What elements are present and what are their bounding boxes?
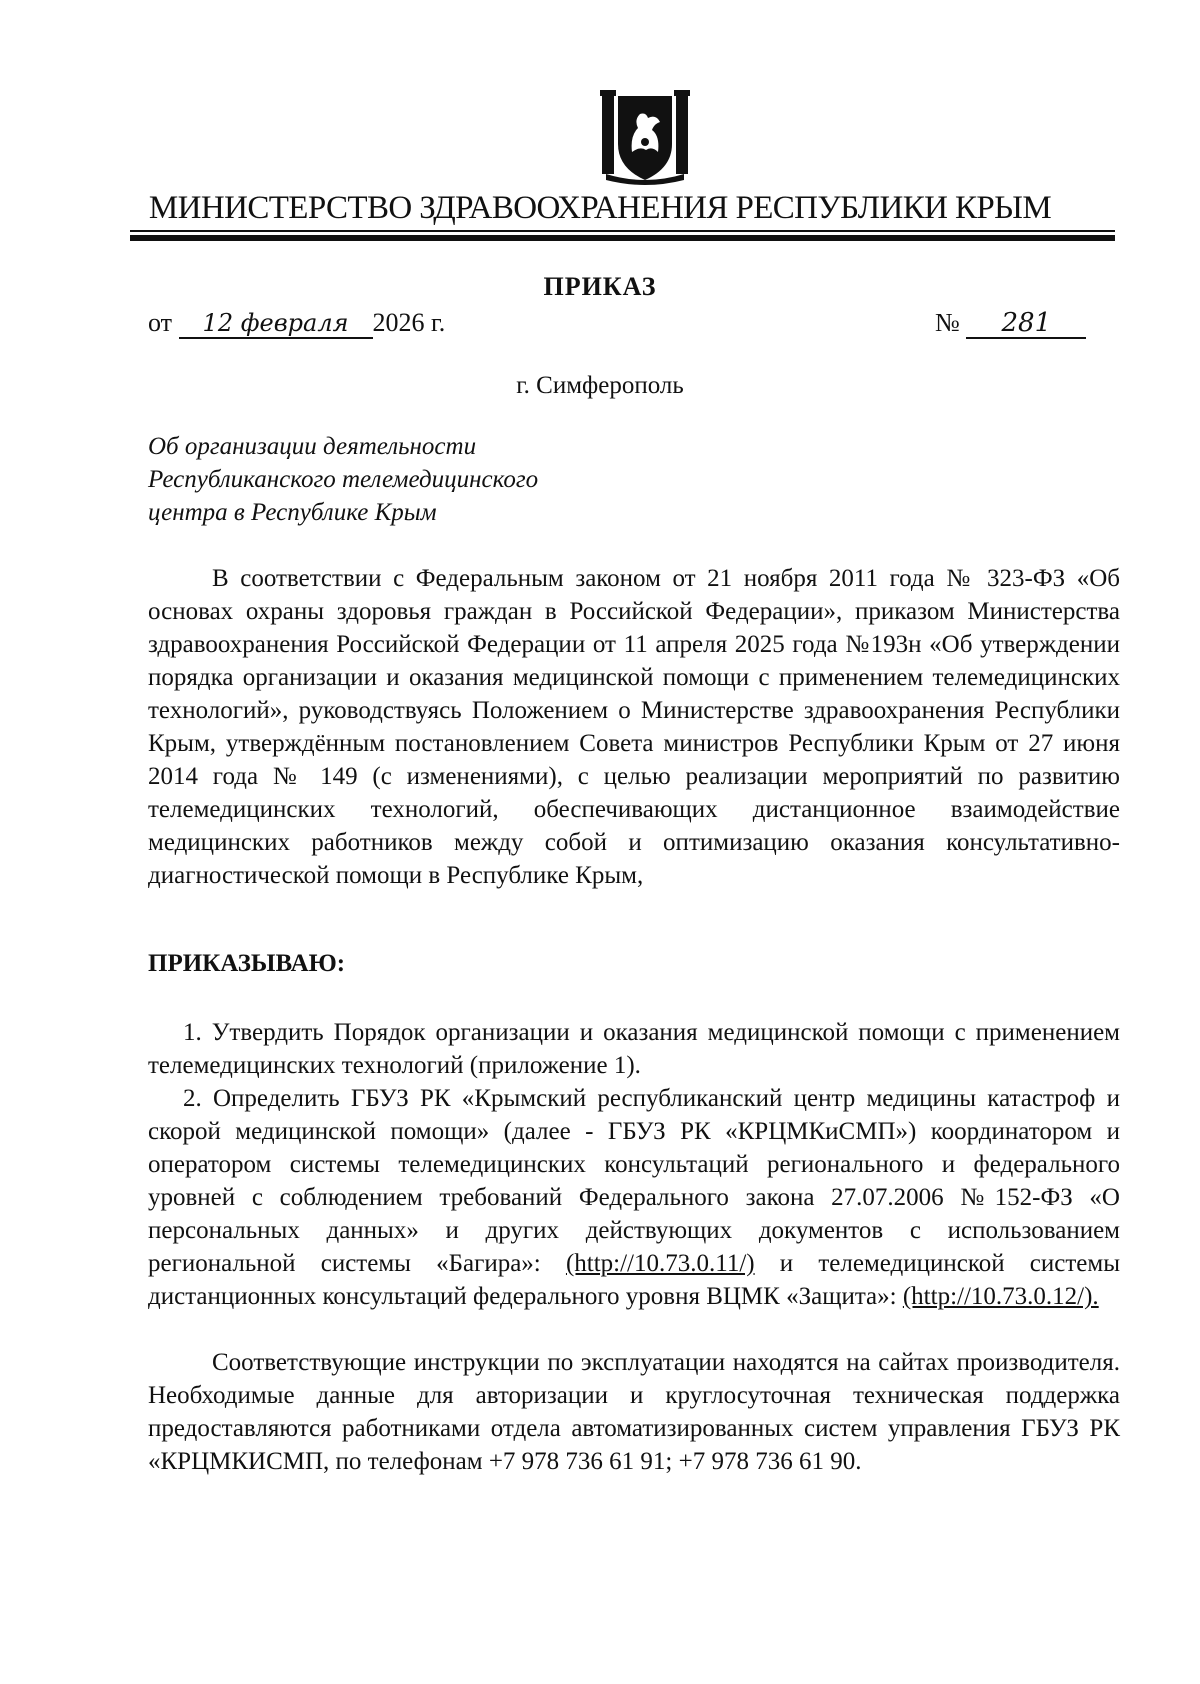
order-directive-heading: ПРИКАЗЫВАЮ: xyxy=(148,950,346,977)
zashchita-system-link[interactable]: (http://10.73.0.12/). xyxy=(902,1283,1099,1310)
order-number xyxy=(935,308,1086,339)
handwritten-number: 281 xyxy=(966,309,1086,339)
date-prefix: от xyxy=(148,308,173,337)
header-rule-thick xyxy=(130,235,1115,241)
item-2-text-continued: и телемедицинской системы дистанционных консультаций федерального уровня ВЦМК «Защита»: xyxy=(148,1250,1121,1310)
subject-line: Об организации деятельности xyxy=(148,433,477,460)
order-title: ПРИКАЗ xyxy=(543,272,657,301)
support-paragraph: Соответствующие инструкции по эксплуатации находятся на сайтах производителя. Необходимые данные для авторизации и круглосуточная техническая поддержка предоставляются работниками отдела автоматизированных систем управления ГБУЗ РК «КРЦМКИСМП, по телефонам +7 978 736 61 91; +7 978 736 61 90. xyxy=(148,1349,1120,1475)
order-date xyxy=(148,308,445,339)
order-subject xyxy=(148,430,538,529)
subject-line: Республиканского телемедицинского xyxy=(148,466,539,493)
order-item-2 xyxy=(148,1082,1120,1313)
subject-line: центра в Республике Крым xyxy=(148,499,437,526)
ministry-title: МИНИСТЕРСТВО ЗДРАВООХРАНЕНИЯ РЕСПУБЛИКИ КРЫМ xyxy=(148,190,1052,226)
number-prefix: № xyxy=(935,308,960,337)
city: г. Симферополь xyxy=(516,372,684,399)
handwritten-date: 12 февраля xyxy=(179,309,373,339)
date-suffix: 2026 г. xyxy=(372,308,446,337)
crimea-coat-of-arms-icon xyxy=(600,86,690,186)
preamble-paragraph: В соответствии с Федеральным законом от 21 ноября 2011 года № 323-ФЗ «Об основах охраны здоровья граждан в Российской Федерации», приказом Министерства здравоохранения Российской Федерации от 11 апреля 2025 года №193н «Об утверждении порядка организации и оказания медицинской помощи с применением телемедицинских технологий», руководствуясь Положением о Министерстве здравоохранения Республики Крым, утверждённым постановлением Совета министров Республики Крым от 27 июня 2014 года № 149 (с изменениями), с целью реализации мероприятий по развитию телемедицинских технологий, обеспечивающих дистанционное взаимодействие медицинских работников между собой и оптимизацию оказания консультативно-диагностической помощи в Республике Крым, xyxy=(148,565,1120,889)
item-2-text: 2. Определить ГБУЗ РК «Крымский республиканский центр медицины катастроф и скорой медицинской помощи» (далее - ГБУЗ РК «КРЦМКиСМП») координатором и оператором системы телемедицинских консультаций регионального и федерального уровней с соблюдением требований Федерального закона 27.07.2006 №152-ФЗ «О персональных данных» и других действующих документов с использованием региональной системы «Багира»: xyxy=(148,1085,1120,1277)
bagira-system-link[interactable]: (http://10.73.0.11/) xyxy=(565,1250,755,1277)
header-rule-thin xyxy=(130,230,1115,232)
order-item-1: 1. Утвердить Порядок организации и оказания медицинской помощи с применением телемедицинских технологий (приложение 1). xyxy=(148,1019,1120,1079)
